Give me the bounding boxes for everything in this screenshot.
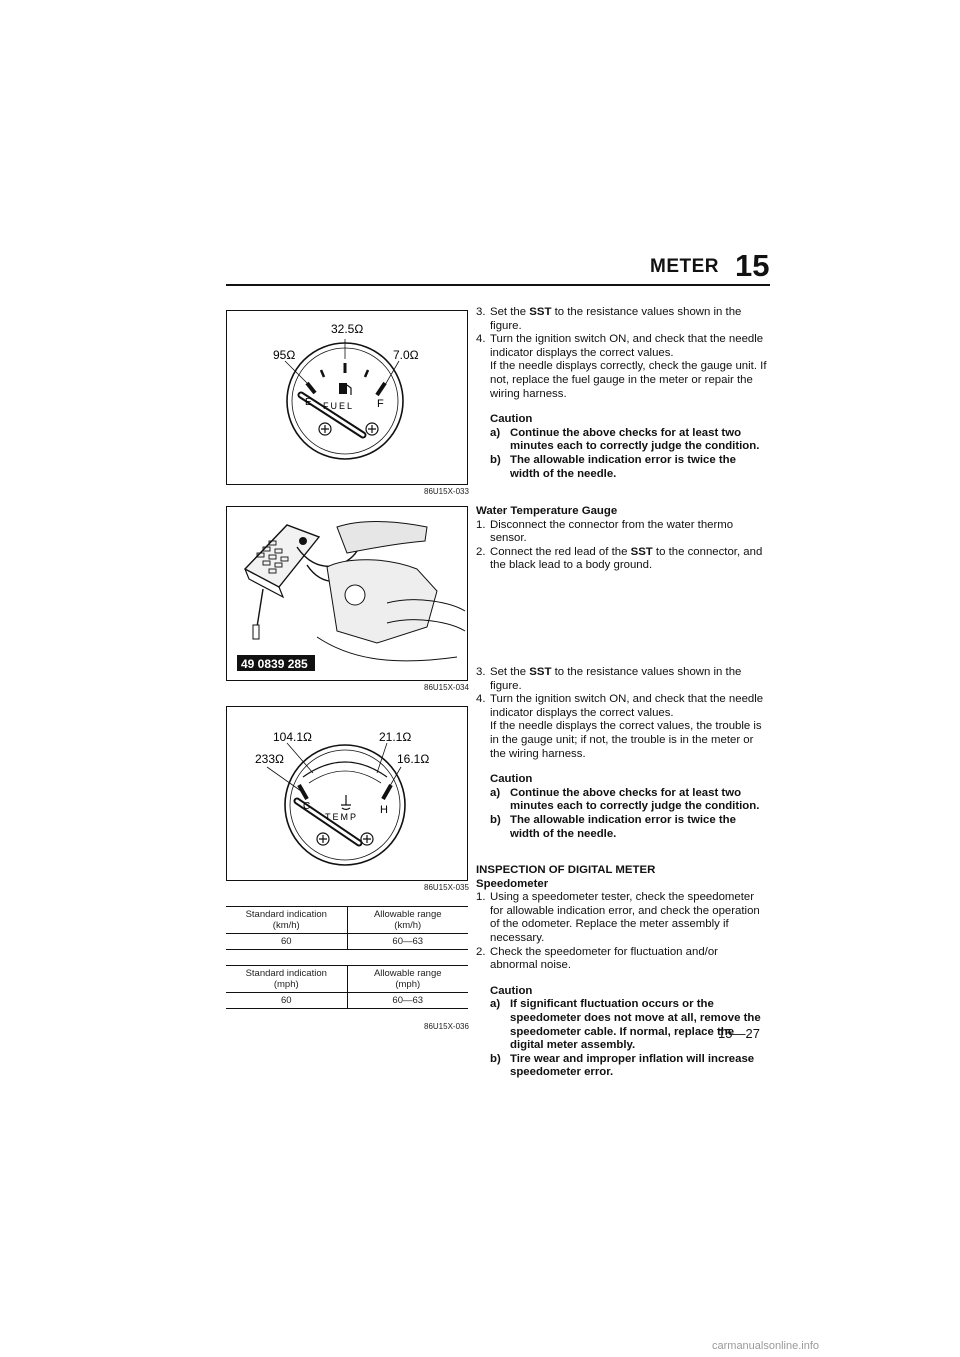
caution-item: a) Continue the above checks for at least two minutes each to correctly judge the condition. — [490, 426, 760, 453]
table-cell: 60 — [226, 993, 347, 1009]
tester-figure — [226, 506, 468, 681]
label-21-1-ohm: 21.1Ω — [379, 730, 412, 744]
caution-item: b) Tire wear and improper inflation will increase speedometer error. — [490, 1052, 755, 1079]
caution-heading: Caution — [490, 984, 533, 997]
section-heading: INSPECTION OF DIGITAL METER — [476, 864, 656, 876]
page-number: 15—27 — [718, 1026, 760, 1041]
leader-line-right — [385, 361, 399, 385]
caution-item: b) The allowable indication error is twice the width of the needle. — [490, 813, 736, 840]
table-header-cell: Standard indication (mph) — [226, 966, 347, 993]
table-header-cell: Allowable range (km/h) — [347, 907, 468, 934]
label-16-1-ohm: 16.1Ω — [397, 752, 430, 766]
temp-scale-arc-inner — [309, 771, 381, 783]
caution-heading: Caution — [490, 773, 533, 786]
engine-block — [327, 560, 437, 643]
figure-code: 86U15X-035 — [424, 883, 469, 892]
step-item: 3. Set the SST to the resistance values shown in the figure. — [476, 666, 742, 692]
subsection-heading: Speedometer — [476, 877, 549, 890]
engine-part — [337, 522, 427, 553]
figure-code: 86U15X-034 — [424, 683, 469, 692]
fuel-gauge-figure — [226, 310, 468, 485]
temp-scale-arc — [303, 762, 387, 777]
table-cell: 60—63 — [347, 993, 468, 1009]
temp-gauge-figure — [226, 706, 468, 881]
thermometer-icon — [341, 795, 351, 810]
section-title: METER — [650, 256, 719, 277]
label-104-1-ohm: 104.1Ω — [273, 730, 312, 744]
label-full: F — [377, 398, 384, 410]
tick-mark-empty — [307, 383, 315, 393]
caution-item: a) Continue the above checks for at least two minutes each to correctly judge the condition. — [490, 786, 760, 813]
sst-tester-body — [245, 525, 319, 587]
label-95-ohm: 95Ω — [273, 348, 296, 362]
tick-mark — [321, 370, 324, 377]
fuel-gauge-steps — [476, 306, 768, 481]
ground-clip — [253, 625, 259, 639]
knob-icon — [299, 537, 307, 545]
tick-mark-full — [377, 383, 385, 395]
tick-mark-hot — [383, 785, 391, 799]
caution-item: a) If significant fluctuation occurs or the speedometer does not move at all, remove the speedometer cable. If normal, replace the digital meter assembly. — [490, 998, 761, 1052]
step-item: 2. Connect the red lead of the SST to the connector, and the black lead to a body ground. — [476, 545, 763, 572]
step-note: If the needle displays correctly, check the gauge unit. If not, replace the fuel gauge in the meter or repair the wiring harness. — [490, 360, 767, 400]
figure-code: 86U15X-033 — [424, 487, 469, 496]
speed-table-kmh — [226, 906, 468, 950]
speed-table-mph — [226, 965, 468, 1009]
fuel-pump-icon — [339, 383, 347, 394]
table-cell: 60 — [226, 934, 347, 950]
caution-heading: Caution — [490, 413, 533, 426]
label-cold: C — [303, 801, 311, 812]
step-note: If the needle displays the correct values, the trouble is in the gauge unit; if not, the trouble is in the meter or the wiring harness. — [490, 720, 762, 760]
leader-line — [287, 743, 313, 773]
tick-mark-cold — [299, 785, 307, 799]
temp-gauge-diagram — [227, 707, 467, 880]
hose — [317, 637, 457, 661]
label-fuel: FUEL — [323, 401, 355, 411]
leader-line-left — [285, 361, 307, 383]
label-hot: H — [380, 804, 388, 816]
figure-code: 86U15X-036 — [424, 1022, 469, 1031]
header-rule — [226, 284, 770, 286]
label-7-ohm: 7.0Ω — [393, 348, 419, 362]
step-item: 2. Check the speedometer for fluctuation and/or abnormal noise. — [476, 945, 718, 972]
caution-item: b) The allowable indication error is twice the width of the needle. — [490, 453, 736, 480]
step-item: 1. Using a speedometer tester, check the speedometer for allowable indication error, and check the operation of the odometer. Replace the meter assembly if necessary. — [476, 891, 760, 944]
ground-lead — [257, 589, 263, 627]
table-header-cell: Allowable range (mph) — [347, 966, 468, 993]
step-item: 3. Set the SST to the resistance values shown in the figure. — [476, 306, 742, 332]
step-item: 4. Turn the ignition switch ON, and check that the needle indicator displays the correct values. — [476, 333, 764, 359]
table-cell: 60—63 — [347, 934, 468, 950]
tick-mark — [365, 370, 368, 377]
section-heading: Water Temperature Gauge — [476, 505, 618, 517]
watermark: carmanualsonline.info — [712, 1340, 820, 1352]
step-item: 4. Turn the ignition switch ON, and check that the needle indicator displays the correct values. — [476, 693, 764, 719]
temp-gauge-steps — [476, 666, 768, 841]
leader-line — [377, 743, 387, 773]
label-empty: E — [305, 397, 312, 408]
label-233-ohm: 233Ω — [255, 752, 284, 766]
fuel-pump-hose — [347, 385, 351, 395]
digital-meter-section — [476, 864, 768, 1080]
thermo-sensor — [345, 585, 365, 605]
step-item: 1. Disconnect the connector from the water thermo sensor. — [476, 518, 734, 545]
fuel-gauge-diagram — [227, 311, 467, 484]
water-temp-section — [476, 505, 768, 573]
tester-illustration — [227, 507, 467, 680]
table-header-cell: Standard indication (km/h) — [226, 907, 347, 934]
section-number: 15 — [735, 248, 770, 283]
label-temp: TEMP — [325, 812, 359, 822]
tool-number: 49 0839 285 — [241, 657, 308, 671]
label-32-5-ohm: 32.5Ω — [331, 322, 364, 336]
